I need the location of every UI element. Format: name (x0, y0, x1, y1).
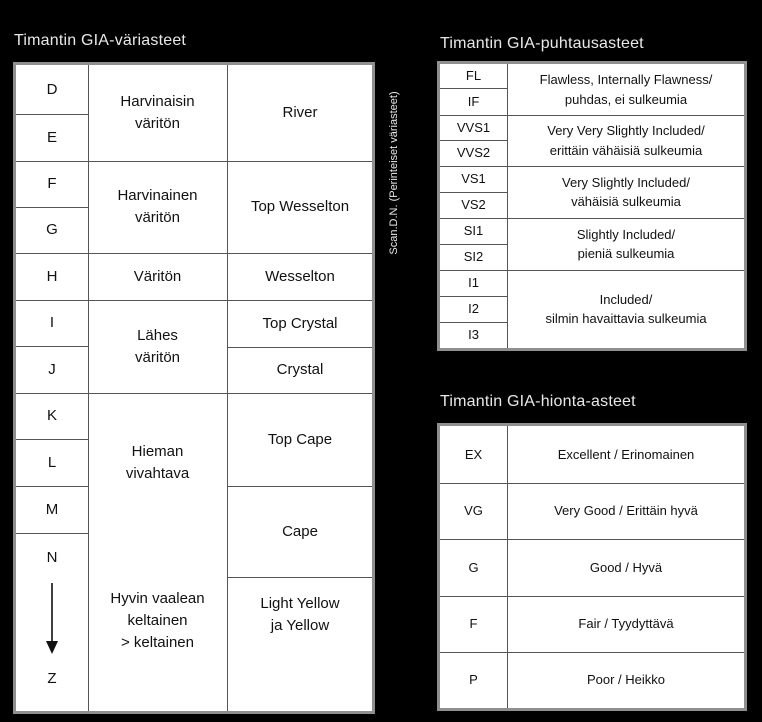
cut-label: Very Good / Erittäin hyvä (554, 503, 698, 519)
color-grade: D (46, 80, 58, 98)
color-grade: Z (47, 670, 57, 688)
traditional-grade: Light Yellow ja Yellow (260, 595, 340, 634)
color-description: Lähes väritön (134, 326, 181, 366)
color-description: Harvinaisin väritön (120, 93, 195, 132)
clarity-grade: IF (467, 93, 480, 109)
color-grade: M (45, 500, 59, 518)
clarity-table-title: Timantin GIA-puhtausasteet (440, 35, 644, 52)
traditional-grade: Cape (282, 522, 318, 540)
clarity-grade: VS2 (461, 197, 486, 213)
cut-label: Fair / Tyydyttävä (578, 616, 674, 632)
clarity-grade: SI2 (463, 249, 484, 265)
clarity-grade: VVS1 (456, 119, 491, 135)
clarity-grade: SI1 (463, 223, 484, 239)
color-grade: H (46, 267, 58, 285)
traditional-grade: Crystal (276, 361, 324, 379)
color-table-title: Timantin GIA-väriasteet (14, 32, 187, 49)
color-description: Harvinainen väritön (117, 187, 198, 226)
traditional-grade: River (282, 104, 318, 122)
clarity-grade: I1 (468, 275, 479, 291)
clarity-grade: I2 (468, 301, 479, 317)
clarity-grade: VS1 (461, 171, 486, 187)
color-grade: N (46, 549, 58, 567)
color-description: Hieman vivahtava (125, 443, 190, 482)
cut-grade: P (469, 672, 478, 688)
traditional-grade: Wesselton (265, 267, 335, 285)
arrow-down-icon (45, 583, 59, 655)
side-label: Scan.D.N. (Perinteiset väriasteet) (388, 91, 400, 255)
clarity-description: Very Slightly Included/ vähäisiä sulkeumia (562, 174, 690, 209)
clarity-grade: VVS2 (456, 145, 491, 161)
color-description: Väritön (133, 267, 182, 285)
cut-grade: VG (464, 503, 483, 519)
clarity-description: Very Very Slightly Included/ erittäin vähäisiä sulkeumia (547, 123, 705, 158)
clarity-grade: FL (465, 68, 482, 84)
clarity-description: Slightly Included/ pieniä sulkeumia (576, 226, 676, 261)
color-grade: K (46, 407, 57, 425)
cut-table (437, 423, 747, 711)
color-grade: I (49, 314, 55, 332)
traditional-grade: Top Wesselton (250, 198, 350, 216)
color-grade: G (46, 221, 58, 239)
cut-label: Good / Hyvä (589, 559, 663, 575)
cut-grade: EX (464, 446, 483, 462)
clarity-description: Flawless, Internally Flawness/ puhdas, ei sulkeumia (539, 72, 713, 107)
cut-table-title: Timantin GIA-hionta-asteet (440, 393, 636, 410)
cut-label: Poor / Heikko (586, 672, 666, 688)
cut-label: Excellent / Erinomainen (557, 446, 695, 462)
traditional-grade: Top Crystal (262, 314, 338, 332)
cut-grade: G (468, 559, 479, 575)
clarity-table (437, 61, 747, 351)
traditional-grade: Top Cape (267, 430, 333, 448)
color-grade: F (47, 175, 57, 193)
color-description: Hyvin vaalean keltainen > keltainen (110, 590, 205, 651)
clarity-grade: I3 (468, 327, 479, 343)
color-grade: L (47, 453, 57, 471)
color-table (13, 62, 375, 714)
clarity-description: Included/ silmin havaittavia sulkeumia (545, 291, 707, 326)
color-grade: J (48, 360, 56, 378)
color-grade: E (46, 128, 57, 146)
cut-grade: F (469, 616, 478, 632)
